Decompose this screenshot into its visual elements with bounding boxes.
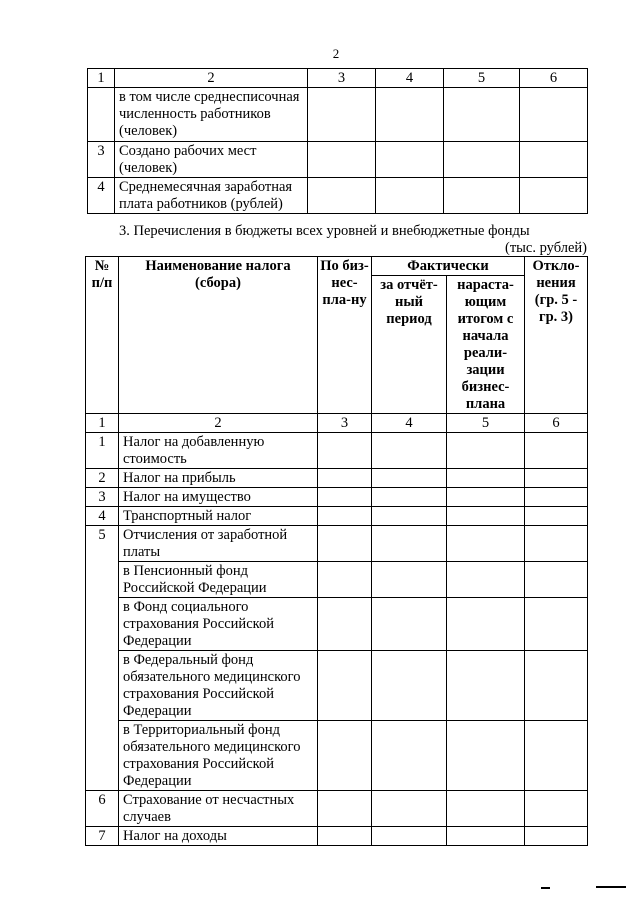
cell-plan[interactable] bbox=[308, 178, 376, 214]
table-column-numbers-row bbox=[86, 414, 588, 433]
row-label: Страхование от несчастных случаев bbox=[119, 791, 318, 827]
cell-plan[interactable] bbox=[318, 562, 372, 598]
table-row bbox=[86, 507, 588, 526]
cell-deviation[interactable] bbox=[520, 142, 588, 178]
scan-mark bbox=[596, 886, 626, 888]
cell-period[interactable] bbox=[372, 791, 447, 827]
row-number bbox=[88, 88, 115, 142]
col-number-2: 2 bbox=[119, 414, 318, 433]
table-row bbox=[86, 651, 588, 721]
col-number-5: 5 bbox=[444, 69, 520, 88]
cell-plan[interactable] bbox=[308, 88, 376, 142]
header-actual: Фактически bbox=[372, 257, 525, 276]
table-row bbox=[86, 488, 588, 507]
cell-cumulative[interactable] bbox=[444, 178, 520, 214]
cell-plan[interactable] bbox=[318, 488, 372, 507]
col-number-4: 4 bbox=[376, 69, 444, 88]
section-title: 3. Перечисления в бюджеты всех уровней и внебюджетные фонды bbox=[119, 223, 530, 239]
row-label: в Фонд социального страхования Российской Федерации bbox=[119, 598, 318, 651]
row-number: 3 bbox=[86, 488, 119, 507]
row-label: в Территориальный фонд обязательного медицинского страхования Российской Федерации bbox=[119, 721, 318, 791]
cell-cumulative[interactable] bbox=[447, 526, 525, 562]
row-number: 5 bbox=[86, 526, 119, 562]
row-label: в Пенсионный фонд Российской Федерации bbox=[119, 562, 318, 598]
cell-deviation[interactable] bbox=[525, 488, 588, 507]
cell-plan[interactable] bbox=[308, 142, 376, 178]
row-label: Отчисления от заработной платы bbox=[119, 526, 318, 562]
cell-plan[interactable] bbox=[318, 721, 372, 791]
col-number-3: 3 bbox=[318, 414, 372, 433]
col-number-4: 4 bbox=[372, 414, 447, 433]
col-number-6: 6 bbox=[520, 69, 588, 88]
table-row bbox=[86, 469, 588, 488]
col-number-1: 1 bbox=[86, 414, 119, 433]
cell-period[interactable] bbox=[372, 651, 447, 721]
cell-period[interactable] bbox=[376, 88, 444, 142]
table-row bbox=[88, 142, 588, 178]
cell-cumulative[interactable] bbox=[447, 488, 525, 507]
header-deviation: Откло-нения (гр. 5 - гр. 3) bbox=[525, 257, 588, 414]
row-number: 1 bbox=[86, 433, 119, 469]
row-label: Налог на добавленную стоимость bbox=[119, 433, 318, 469]
row-label: Среднемесячная заработная плата работников (рублей) bbox=[115, 178, 308, 214]
cell-cumulative[interactable] bbox=[447, 507, 525, 526]
cell-deviation[interactable] bbox=[525, 562, 588, 598]
table-row bbox=[86, 526, 588, 562]
page-number: 2 bbox=[332, 46, 340, 61]
cell-period[interactable] bbox=[372, 433, 447, 469]
col-number-1: 1 bbox=[88, 69, 115, 88]
col-number-3: 3 bbox=[308, 69, 376, 88]
table-row bbox=[88, 178, 588, 214]
cell-deviation[interactable] bbox=[525, 721, 588, 791]
cell-plan[interactable] bbox=[318, 598, 372, 651]
cell-period[interactable] bbox=[372, 526, 447, 562]
row-number bbox=[86, 562, 119, 598]
row-label: Налог на доходы bbox=[119, 827, 318, 846]
cell-cumulative[interactable] bbox=[447, 791, 525, 827]
col-number-5: 5 bbox=[447, 414, 525, 433]
header-period: за отчёт-ный период bbox=[372, 276, 447, 414]
cell-period[interactable] bbox=[372, 562, 447, 598]
cell-plan[interactable] bbox=[318, 507, 372, 526]
row-number: 6 bbox=[86, 791, 119, 827]
cell-cumulative[interactable] bbox=[447, 651, 525, 721]
tax-payments-table bbox=[85, 256, 588, 846]
table-row bbox=[86, 827, 588, 846]
cell-cumulative[interactable] bbox=[447, 433, 525, 469]
row-number: 4 bbox=[86, 507, 119, 526]
cell-plan[interactable] bbox=[318, 433, 372, 469]
row-number: 4 bbox=[88, 178, 115, 214]
units-label: (тыс. рублей) bbox=[505, 240, 587, 256]
row-number bbox=[86, 598, 119, 651]
row-label: Налог на прибыль bbox=[119, 469, 318, 488]
row-number: 3 bbox=[88, 142, 115, 178]
cell-period[interactable] bbox=[372, 469, 447, 488]
cell-cumulative[interactable] bbox=[447, 469, 525, 488]
table-row bbox=[86, 598, 588, 651]
scan-mark bbox=[541, 887, 550, 889]
cell-deviation[interactable] bbox=[525, 433, 588, 469]
cell-plan[interactable] bbox=[318, 469, 372, 488]
table-row bbox=[86, 791, 588, 827]
cell-cumulative[interactable] bbox=[447, 562, 525, 598]
table-row bbox=[88, 88, 588, 142]
table-row bbox=[86, 562, 588, 598]
cell-period[interactable] bbox=[372, 827, 447, 846]
row-number bbox=[86, 651, 119, 721]
header-plan: По биз-нес-пла-ну bbox=[318, 257, 372, 414]
row-label: в Федеральный фонд обязательного медицинского страхования Российской Федерации bbox=[119, 651, 318, 721]
cell-deviation[interactable] bbox=[520, 88, 588, 142]
table-row bbox=[86, 721, 588, 791]
cell-plan[interactable] bbox=[318, 827, 372, 846]
cell-cumulative[interactable] bbox=[444, 142, 520, 178]
cell-deviation[interactable] bbox=[525, 507, 588, 526]
header-row bbox=[86, 257, 588, 276]
cell-cumulative[interactable] bbox=[447, 598, 525, 651]
cell-period[interactable] bbox=[376, 178, 444, 214]
cell-plan[interactable] bbox=[318, 651, 372, 721]
row-number: 2 bbox=[86, 469, 119, 488]
cell-period[interactable] bbox=[372, 721, 447, 791]
table-column-numbers-row bbox=[88, 69, 588, 88]
cell-deviation[interactable] bbox=[525, 526, 588, 562]
row-label: Налог на имущество bbox=[119, 488, 318, 507]
row-label: Создано рабочих мест (человек) bbox=[115, 142, 308, 178]
header-cumulative: нараста-ющим итогом с начала реали-зации бизнес-плана bbox=[447, 276, 525, 414]
cell-deviation[interactable] bbox=[525, 469, 588, 488]
cell-deviation[interactable] bbox=[525, 651, 588, 721]
row-label: в том числе среднесписочная численность работников (человек) bbox=[115, 88, 308, 142]
row-number: 7 bbox=[86, 827, 119, 846]
cell-period[interactable] bbox=[376, 142, 444, 178]
cell-period[interactable] bbox=[372, 598, 447, 651]
col-number-6: 6 bbox=[525, 414, 588, 433]
cell-plan[interactable] bbox=[318, 791, 372, 827]
col-number-2: 2 bbox=[115, 69, 308, 88]
cell-period[interactable] bbox=[372, 488, 447, 507]
cell-deviation[interactable] bbox=[525, 827, 588, 846]
cell-cumulative[interactable] bbox=[444, 88, 520, 142]
cell-deviation[interactable] bbox=[520, 178, 588, 214]
header-number: № п/п bbox=[86, 257, 119, 414]
cell-deviation[interactable] bbox=[525, 791, 588, 827]
row-number bbox=[86, 721, 119, 791]
cell-period[interactable] bbox=[372, 507, 447, 526]
header-tax-name: Наименование налога (сбора) bbox=[119, 257, 318, 414]
cell-cumulative[interactable] bbox=[447, 721, 525, 791]
table-row bbox=[86, 433, 588, 469]
cell-cumulative[interactable] bbox=[447, 827, 525, 846]
row-label: Транспортный налог bbox=[119, 507, 318, 526]
cell-deviation[interactable] bbox=[525, 598, 588, 651]
employment-table bbox=[87, 68, 588, 214]
cell-plan[interactable] bbox=[318, 526, 372, 562]
